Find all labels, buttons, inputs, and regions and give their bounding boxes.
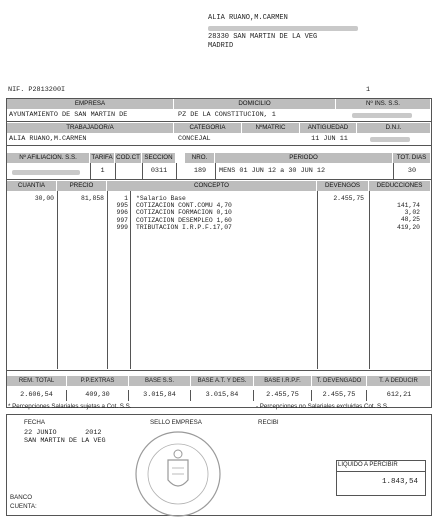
deducciones-column [370, 202, 420, 231]
header-categoria: CATEGORIA [174, 123, 242, 133]
header-tot-dias: TOT. DIAS [393, 153, 431, 163]
deduccion-row: 419,20 [396, 223, 420, 231]
header-antiguedad: ANTIGUEDAD [300, 123, 357, 133]
header-nro: NRO. [185, 153, 215, 163]
header-dni: D.N.I. [357, 123, 431, 133]
nif: NIF. P2813200I [8, 86, 66, 94]
total-header: BASE S.S. [129, 376, 191, 386]
recipient-postal-line: 28330 SAN MARTIN DE LA VEG [208, 33, 318, 41]
tot-dias-value: 30 [407, 167, 417, 175]
header-domicilio: DOMICILIO [174, 99, 336, 109]
total-header: REM. TOTAL [7, 376, 67, 386]
total-value: 3.015,84 [191, 390, 254, 401]
page-number: 1 [366, 86, 371, 94]
code-row: 996 [116, 209, 128, 217]
recipient-city: MADRID [208, 42, 234, 50]
total-header: T. DEVENGADO [312, 376, 367, 386]
fecha-label: FECHA [24, 419, 45, 426]
header-nmatric: NºMATRIC [242, 123, 300, 133]
liquido-value: 1.843,54 [381, 478, 418, 486]
total-value: 409,30 [67, 390, 129, 401]
total-header: T. A DEDUCIR [367, 376, 431, 386]
deduccion-row: 48,25 [400, 216, 420, 224]
header-seccion: SECCION [142, 153, 176, 163]
devengo-row: 2.455,75 [333, 195, 364, 202]
nro-value: 189 [193, 167, 207, 175]
redacted-address [208, 26, 358, 31]
header-cod-ct: COD.CT [115, 153, 142, 163]
liquido-label: LIQUIDO A PERCIBIR [338, 462, 398, 468]
header-concepto: CONCEPTO [107, 181, 317, 191]
header-ins-ss: Nº INS. S.S. [336, 99, 431, 109]
redacted-ins-ss [352, 113, 412, 118]
note-no-salariales: - Percepciones no Salariales excluidas Cot. S.S. [256, 403, 389, 410]
header-afiliacion: Nº AFILIACION. S.S. [7, 153, 90, 163]
deduccion-row: 3,02 [404, 209, 420, 217]
code-row: 999 [116, 223, 128, 231]
code-row: 995 [116, 202, 128, 210]
banco-label: BANCO [10, 494, 33, 501]
total-value: 2.455,75 [254, 390, 312, 401]
categoria-value: CONCEJAL [178, 135, 211, 143]
concepto-row: TRIBUTACION I.R.P.F.17,07 [136, 223, 232, 231]
concepto-row: COTIZACION FORMACION 0,10 [136, 209, 232, 217]
concepto-row: COTIZACION DESEMPLEO 1,60 [136, 216, 232, 224]
header-tarifa: TARIFA [90, 153, 115, 163]
fecha-line2: SAN MARTIN DE LA VEG [24, 437, 106, 445]
periodo-value: MENS 01 JUN 12 a 30 JUN 12 [219, 167, 326, 175]
total-value: 3.015,84 [129, 390, 191, 401]
header-deducciones: DEDUCCIONES [369, 181, 431, 191]
company-seal-icon [132, 424, 224, 520]
precio-row: 81,858 [80, 195, 104, 202]
sello-label: SELLO EMPRESA [150, 419, 202, 426]
header-trabajador: TRABAJADOR/A [7, 123, 174, 133]
seccion-value: 0311 [150, 167, 168, 175]
header-empresa: EMPRESA [7, 99, 174, 109]
concepto-column [136, 195, 314, 231]
cuantia-row: 30,00 [34, 195, 54, 202]
domicilio-value: PZ DE LA CONSTITUCION, 1 [178, 111, 276, 119]
devengos-column [318, 195, 364, 202]
total-value: 612,21 [386, 391, 412, 399]
header-precio: PRECIO [57, 181, 107, 191]
header-periodo: PERIODO [215, 153, 393, 163]
fecha-line1: 22 JUNIO 2012 [24, 429, 102, 437]
trabajador-value: ALIA RUANO,M.CARMEN [9, 135, 87, 143]
concepto-row: COTIZACION CONT.COMU 4,70 [136, 202, 232, 210]
recibi-label: RECIBI [258, 419, 279, 426]
codes-column [108, 195, 128, 231]
total-header: P.P.EXTRAS [67, 376, 129, 386]
header-devengos: DEVENGOS [317, 181, 369, 191]
note-salariales: * Percepciones Salariales sujetas a Cot. S.S. [8, 403, 132, 410]
cuantia-column [8, 195, 54, 202]
precio-column [58, 195, 104, 202]
deduccion-row: 141,74 [396, 202, 420, 209]
total-header: BASE I.R.P.F. [254, 376, 312, 386]
header-cuantia: CUANTIA [7, 181, 57, 191]
antiguedad-value: 11 JUN 11 [311, 135, 348, 143]
total-header: BASE A.T. Y DES. [191, 376, 254, 386]
recipient-name: ALIA RUANO,M.CARMEN [208, 14, 288, 22]
concepto-row: *Salario Base [136, 195, 186, 202]
total-value: 2.455,75 [312, 390, 367, 401]
total-value: 2.606,54 [7, 390, 67, 401]
redacted-dni [370, 137, 410, 142]
empresa-value: AYUNTAMIENTO DE SAN MARTIN DE [9, 111, 128, 119]
code-row: 997 [116, 216, 128, 224]
cuenta-label: CUENTA: [10, 503, 37, 510]
tarifa-value: 1 [100, 167, 105, 175]
redacted-afiliacion [12, 170, 80, 175]
code-row: 1 [124, 195, 128, 202]
